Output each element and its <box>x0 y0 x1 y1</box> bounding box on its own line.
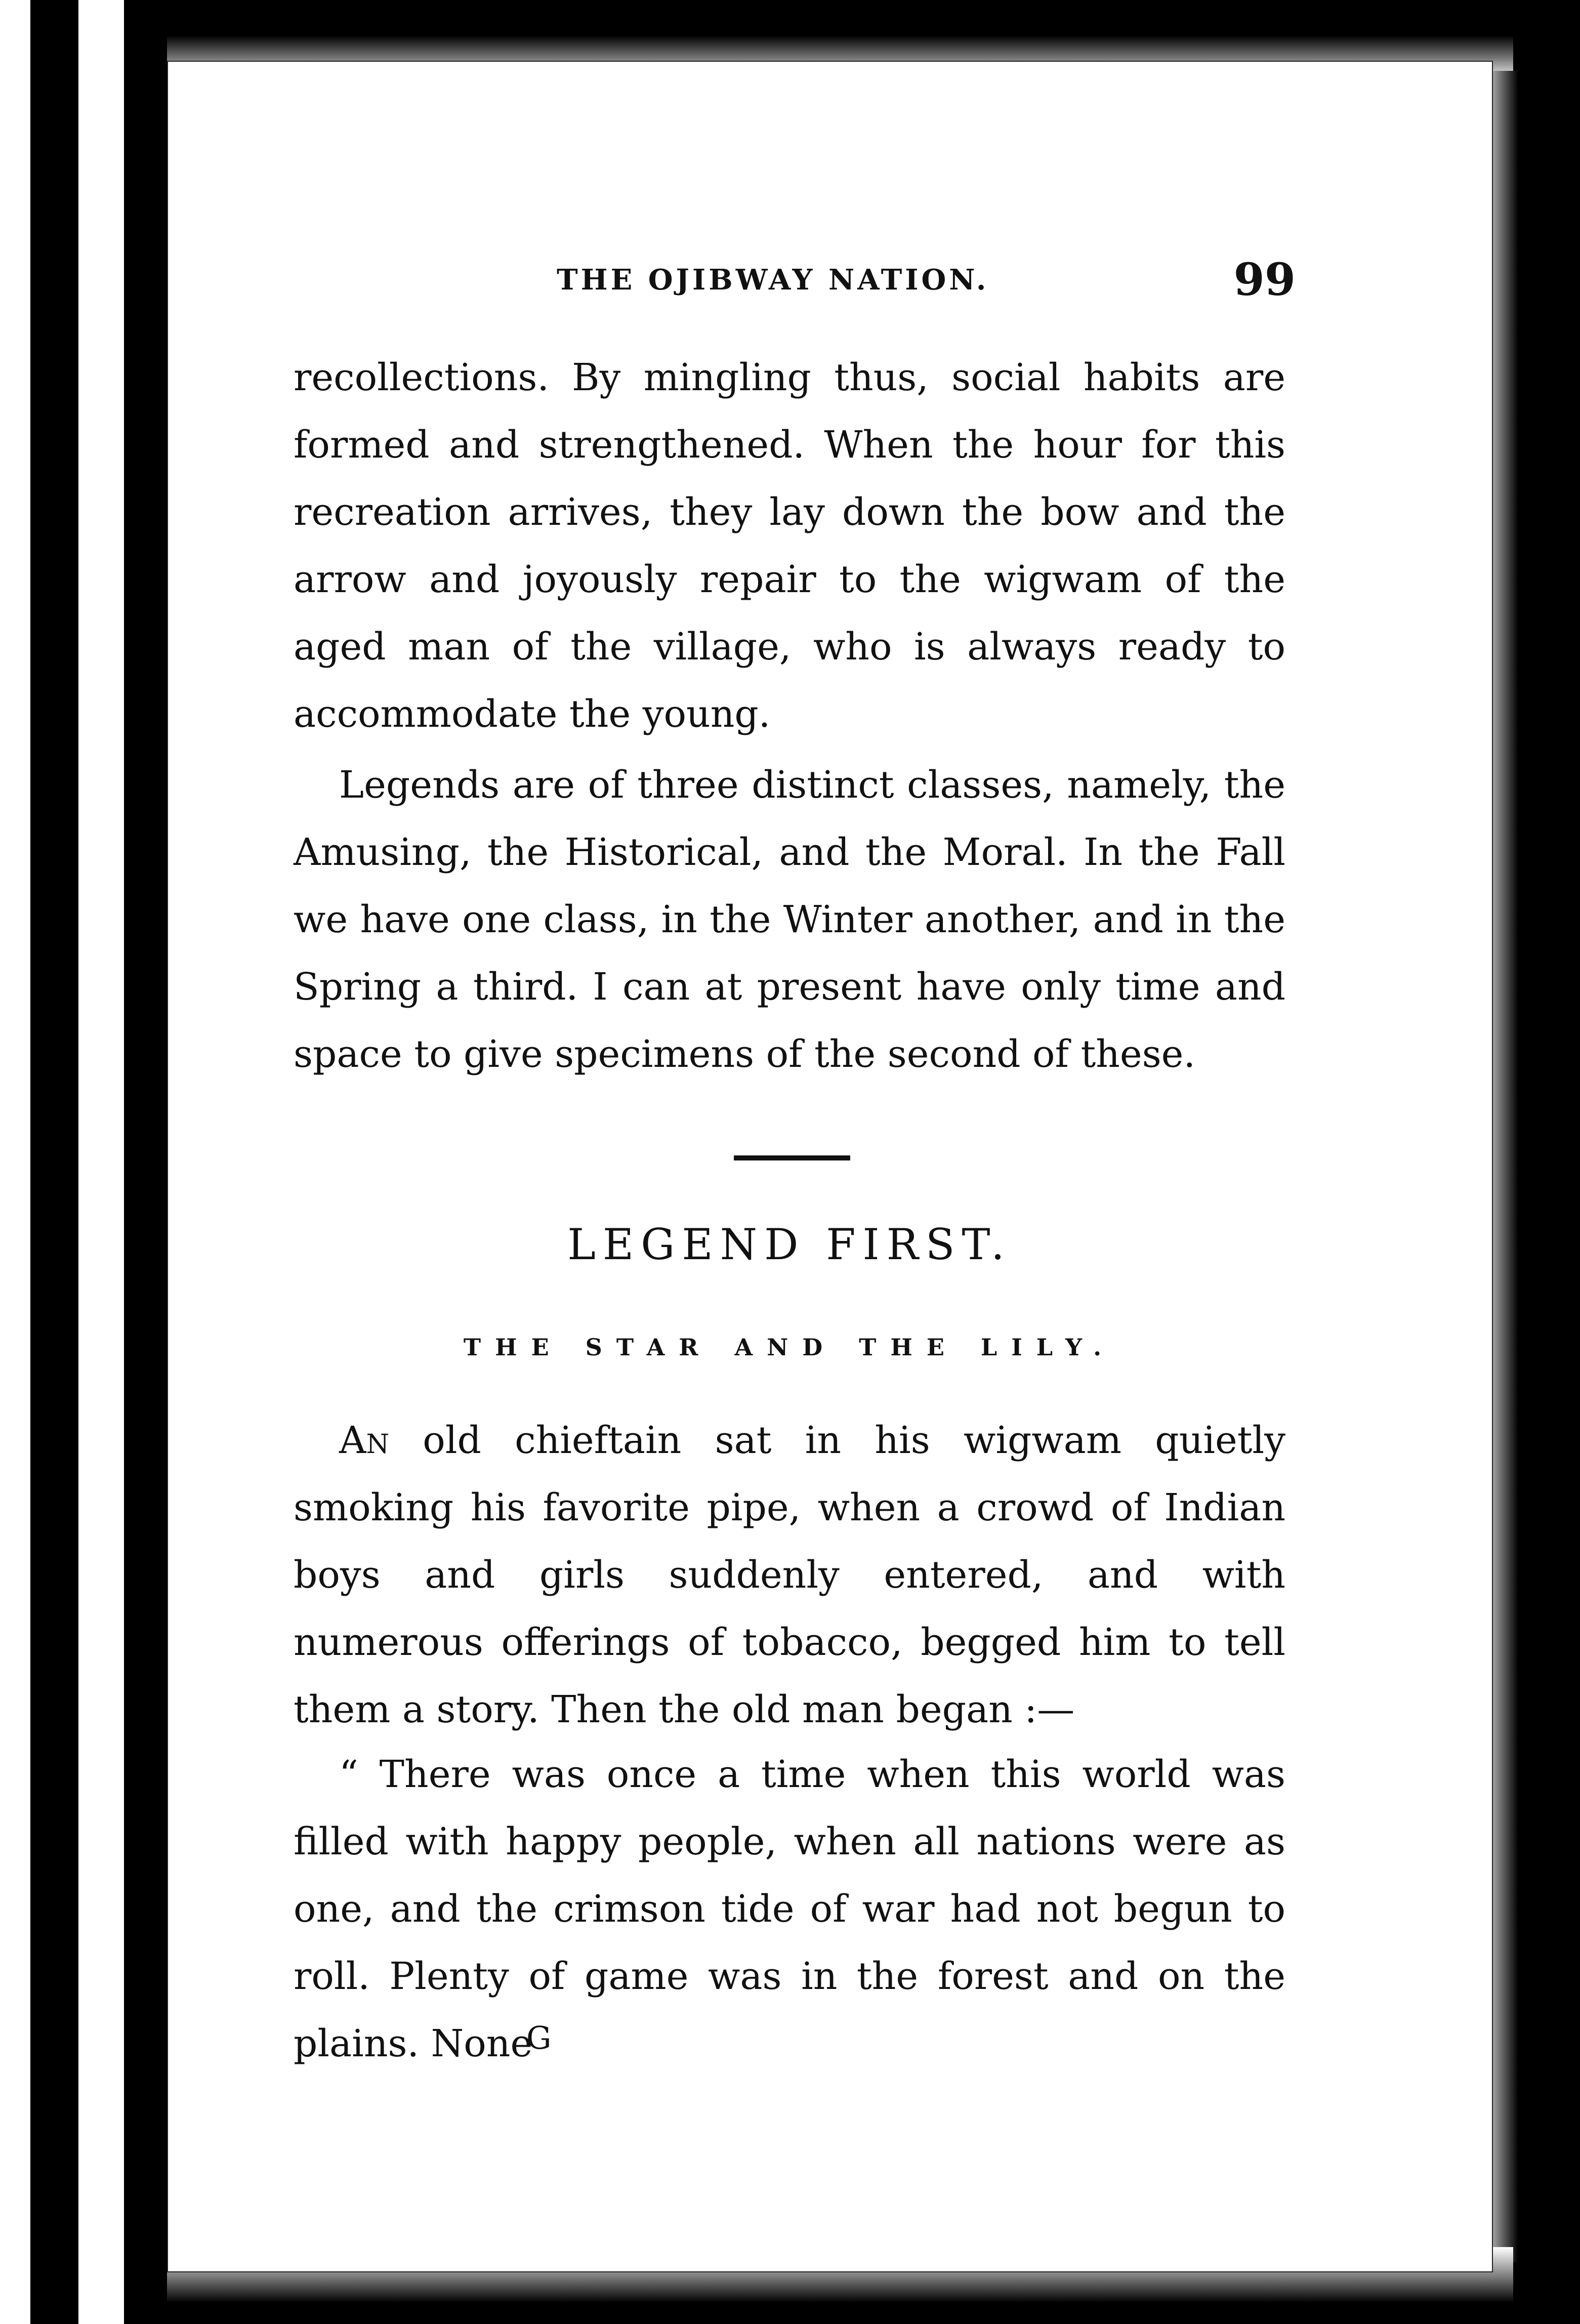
section-divider <box>734 1155 850 1160</box>
page-number: 99 <box>1233 253 1296 306</box>
running-title: THE OJIBWAY NATION. <box>557 263 989 297</box>
scan-border-left-inner <box>78 0 124 2324</box>
signature-mark: G <box>526 2019 552 2056</box>
paragraph-3-text: old chieftain sat in his wigwam quietly smoking his favorite pipe, when a crowd of Indian boys and girls suddenly entered, and with numerous offerings of tobacco, begged him to tell them a story. Then the old man began :— <box>294 1419 1285 1731</box>
paragraph-3 <box>294 1407 1285 1744</box>
paragraph-4: “ There was once a time when this world was filled with happy people, when all nations were as one, and the crimson tide of war had not begun to roll. Plenty of game was in the forest and on the plains. None <box>294 1753 1285 2065</box>
scan-border-left <box>0 0 30 2324</box>
legend-heading: LEGEND FIRST. <box>567 1220 1012 1269</box>
paragraph-2: Legends are of three distinct classes, namely, the Amusing, the Historical, and the Moral. In the Fall we have one class, in the Winter another, and in the Spring a third. I can at present have only time and space to give specimens of the second of these. <box>294 763 1285 1076</box>
paragraph-1: recollections. By mingling thus, social habits are formed and strengthened. When the hour for this recreation arrives, they lay down the bow and the arrow and joyously repair to the wigwam of the aged man of the village, who is always ready to accommodate the young. <box>294 356 1285 736</box>
paragraph-3-first-word: An <box>339 1419 389 1462</box>
running-head <box>283 253 1296 314</box>
legend-subheading: THE STAR AND THE LILY. <box>463 1334 1116 1361</box>
